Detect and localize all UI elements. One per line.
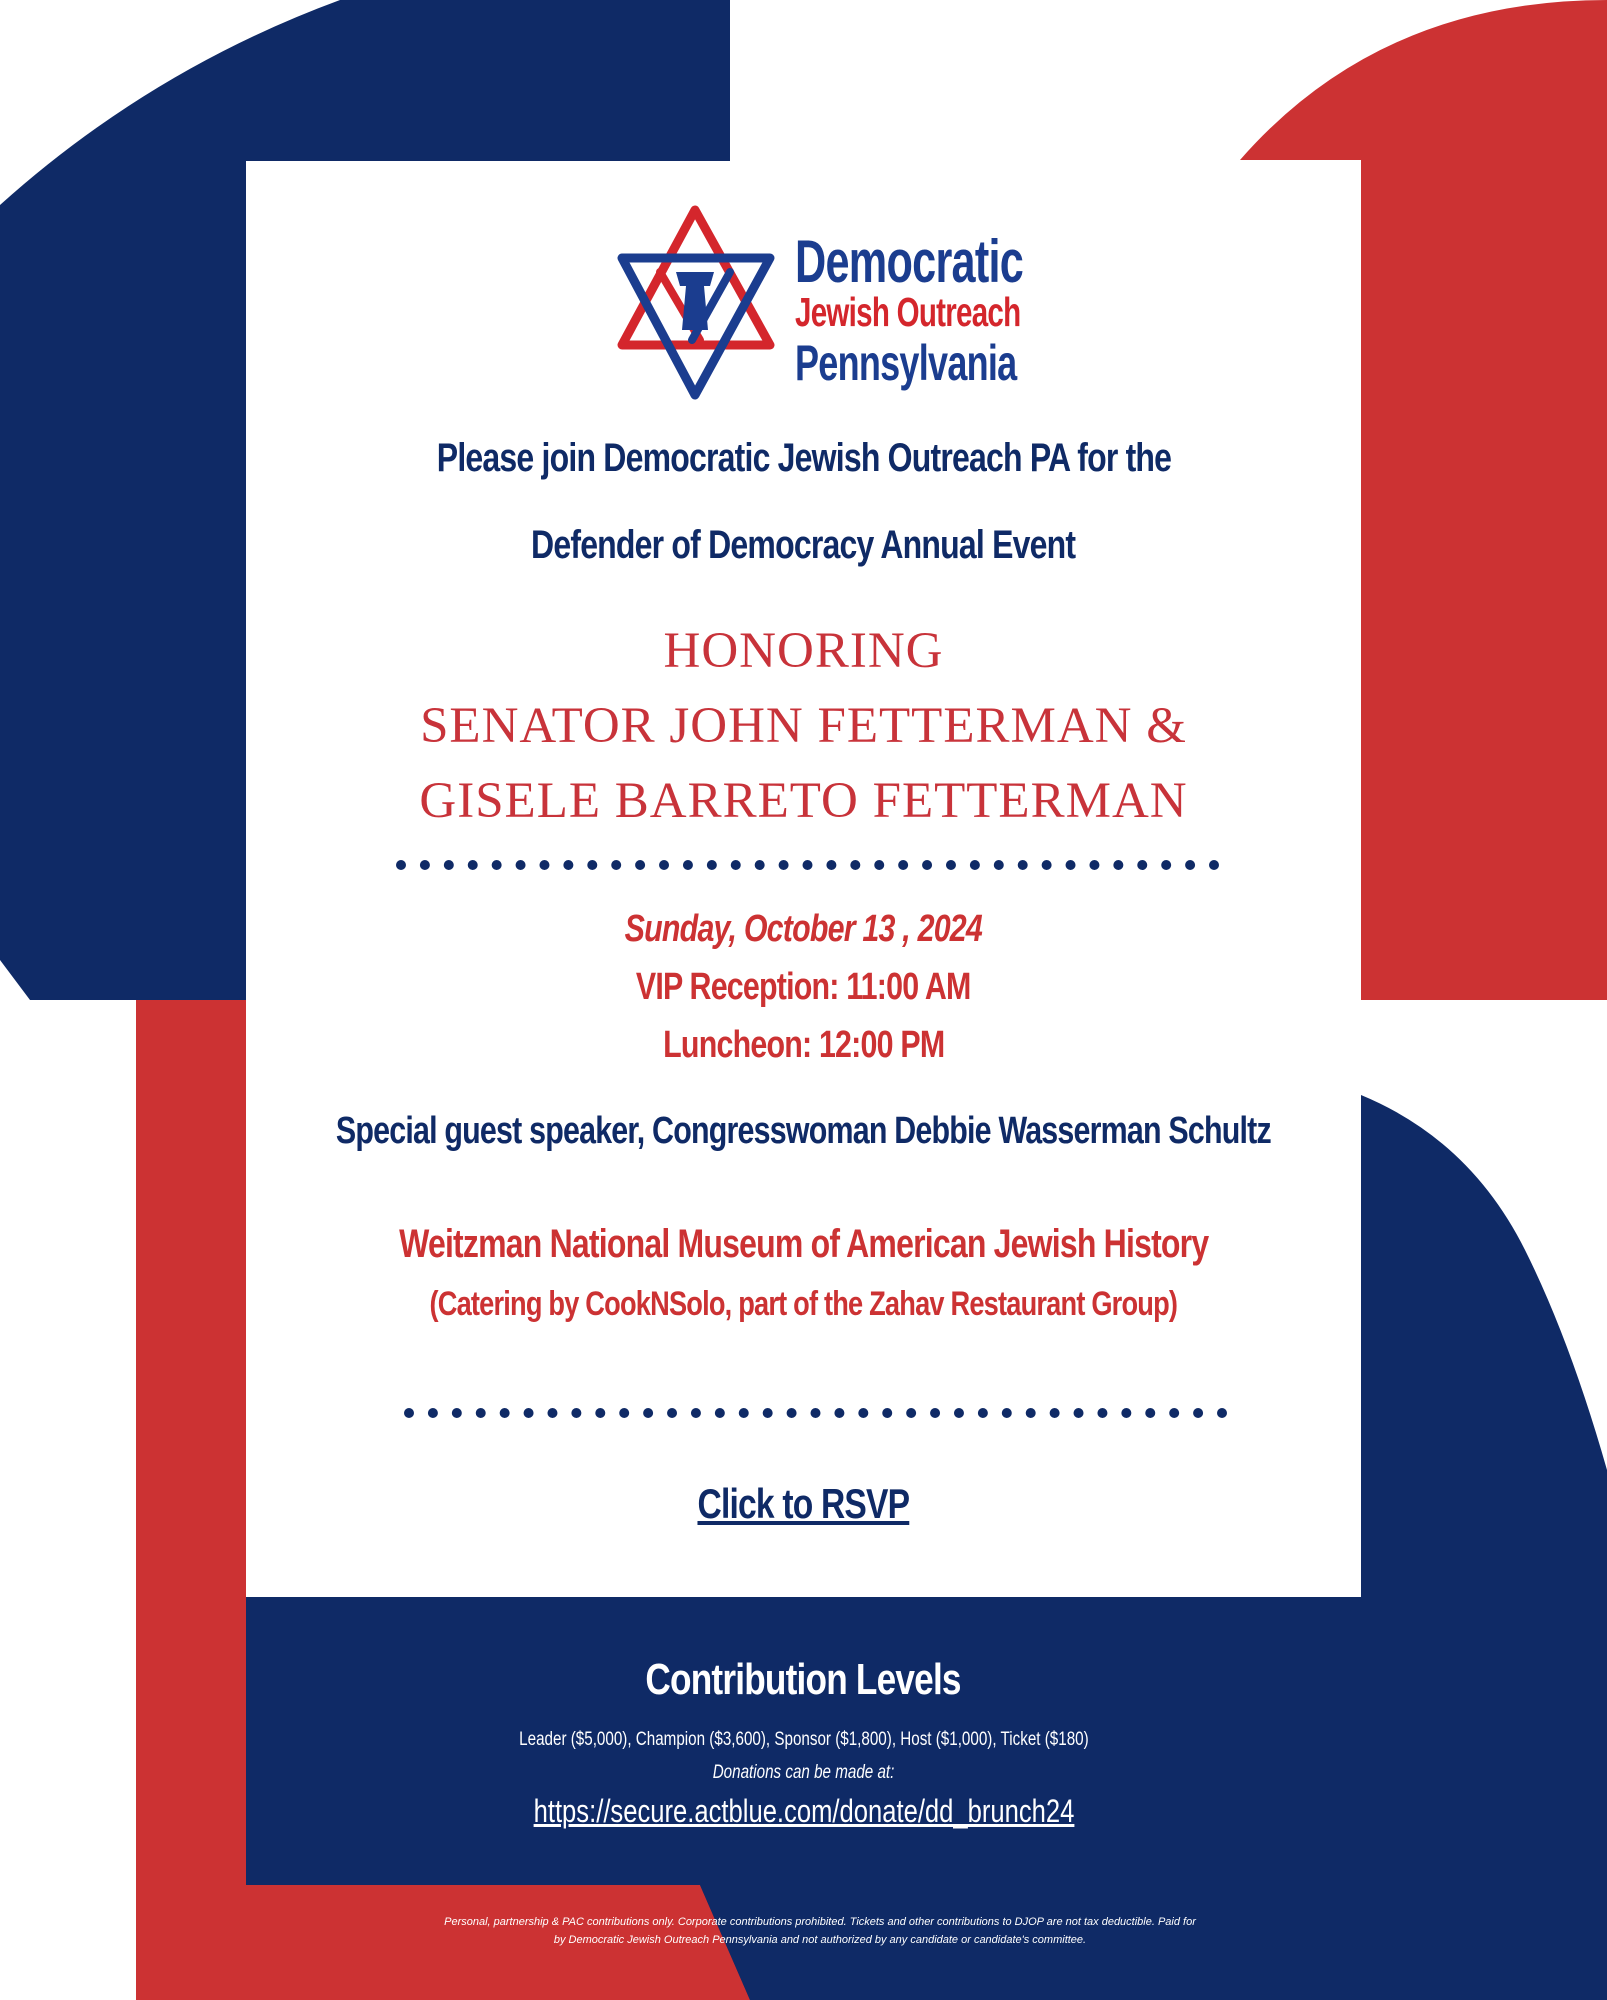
divider-dot: [500, 1408, 510, 1418]
divider-dot: [452, 1408, 462, 1418]
divider-dot: [763, 1408, 773, 1418]
divider-dot: [834, 1408, 844, 1418]
divider-dot: [1089, 860, 1099, 870]
divider-dot: [492, 860, 502, 870]
donation-note: Donations can be made at:: [712, 1762, 895, 1783]
logo-line-pennsylvania: Pennsylvania: [795, 335, 1017, 391]
divider-dot: [611, 860, 621, 870]
divider-dot: [1121, 1408, 1131, 1418]
event-date: Sunday, October 13 , 2024: [624, 908, 983, 950]
logo-wordmark: [795, 228, 1112, 391]
divider-dot: [731, 860, 741, 870]
divider-dot: [691, 1408, 701, 1418]
logo-line-democratic: Democratic: [795, 228, 1024, 295]
divider-dot: [787, 1408, 797, 1418]
divider-dot: [659, 860, 669, 870]
honoree-2: GISELE BARRETO FETTERMAN: [419, 773, 1188, 829]
invite-line-1: Please join Democratic Jewish Outreach PA for the: [436, 436, 1171, 480]
divider-dot: [428, 1408, 438, 1418]
honoring-heading: HONORING: [663, 623, 944, 679]
divider-dot: [516, 860, 526, 870]
divider-dot: [850, 860, 860, 870]
divider-dot: [643, 1408, 653, 1418]
divider-dot: [539, 860, 549, 870]
divider-dot: [468, 860, 478, 870]
divider-dot: [954, 1408, 964, 1418]
divider-dot: [978, 1408, 988, 1418]
divider-dot: [1002, 1408, 1012, 1418]
catering-note: (Catering by CookNSolo, part of the Zahav Restaurant Group): [429, 1285, 1178, 1323]
honoree-1: SENATOR JOHN FETTERMAN &: [420, 698, 1187, 754]
divider-dot: [595, 1408, 605, 1418]
venue-name: Weitzman National Museum of American Jewish History: [398, 1222, 1209, 1266]
divider-dot: [906, 1408, 916, 1418]
divider-dot: [563, 860, 573, 870]
divider-dot: [635, 860, 645, 870]
luncheon-time: Luncheon: 12:00 PM: [662, 1024, 945, 1066]
divider-dot: [1113, 860, 1123, 870]
divider-dot: [1209, 860, 1219, 870]
logo-line-jewish-outreach: Jewish Outreach: [795, 289, 1021, 335]
invite-line-2: Defender of Democracy Annual Event: [531, 523, 1076, 567]
divider-dot: [874, 860, 884, 870]
divider-dot: [683, 860, 693, 870]
divider-dot: [898, 860, 908, 870]
divider-dot: [476, 1408, 486, 1418]
divider-dot: [826, 860, 836, 870]
divider-dot: [811, 1408, 821, 1418]
divider-dot: [882, 1408, 892, 1418]
special-guest: Special guest speaker, Congresswoman Debbie Wasserman Schultz: [335, 1110, 1272, 1152]
divider-dot: [1050, 1408, 1060, 1418]
divider-dot: [1161, 860, 1171, 870]
contribution-levels: Leader ($5,000), Champion ($3,600), Sponsor ($1,800), Host ($1,000), Ticket ($180): [518, 1729, 1089, 1750]
rsvp-link[interactable]: Click to RSVP: [697, 1480, 910, 1527]
dotted-divider-top: [395, 859, 1220, 871]
divider-dot: [755, 860, 765, 870]
divider-dot: [444, 860, 454, 870]
legal-disclaimer: Personal, partnership & PAC contributions only. Corporate contributions prohibited. Tickets and other contributions to DJOP are not tax deductible. Paid for by Democratic Jewish Outreach Pennsylvania and not authorized by any candidate or candidate's committee.: [444, 1916, 1196, 1946]
divider-dot: [970, 860, 980, 870]
divider-dot: [571, 1408, 581, 1418]
divider-dot: [396, 860, 406, 870]
divider-dot: [1042, 860, 1052, 870]
vip-reception-time: VIP Reception: 11:00 AM: [636, 966, 971, 1008]
divider-dot: [922, 860, 932, 870]
donation-link[interactable]: https://secure.actblue.com/donate/dd_brunch24: [533, 1793, 1074, 1829]
divider-dot: [803, 860, 813, 870]
divider-dot: [1217, 1408, 1227, 1418]
divider-dot: [707, 860, 717, 870]
contribution-title: Contribution Levels: [645, 1655, 962, 1704]
divider-dot: [524, 1408, 534, 1418]
divider-dot: [1097, 1408, 1107, 1418]
dotted-divider-bottom: [403, 1407, 1228, 1419]
divider-dot: [1193, 1408, 1203, 1418]
divider-dot: [930, 1408, 940, 1418]
divider-dot: [1169, 1408, 1179, 1418]
divider-dot: [619, 1408, 629, 1418]
divider-dot: [1137, 860, 1147, 870]
divider-dot: [1066, 860, 1076, 870]
divider-dot: [946, 860, 956, 870]
divider-dot: [715, 1408, 725, 1418]
divider-dot: [858, 1408, 868, 1418]
divider-dot: [1018, 860, 1028, 870]
divider-dot: [779, 860, 789, 870]
divider-dot: [404, 1408, 414, 1418]
divider-dot: [1145, 1408, 1155, 1418]
divider-dot: [547, 1408, 557, 1418]
divider-dot: [1185, 860, 1195, 870]
divider-dot: [420, 860, 430, 870]
divider-dot: [1026, 1408, 1036, 1418]
divider-dot: [1074, 1408, 1084, 1418]
divider-dot: [739, 1408, 749, 1418]
divider-dot: [587, 860, 597, 870]
divider-dot: [667, 1408, 677, 1418]
divider-dot: [994, 860, 1004, 870]
